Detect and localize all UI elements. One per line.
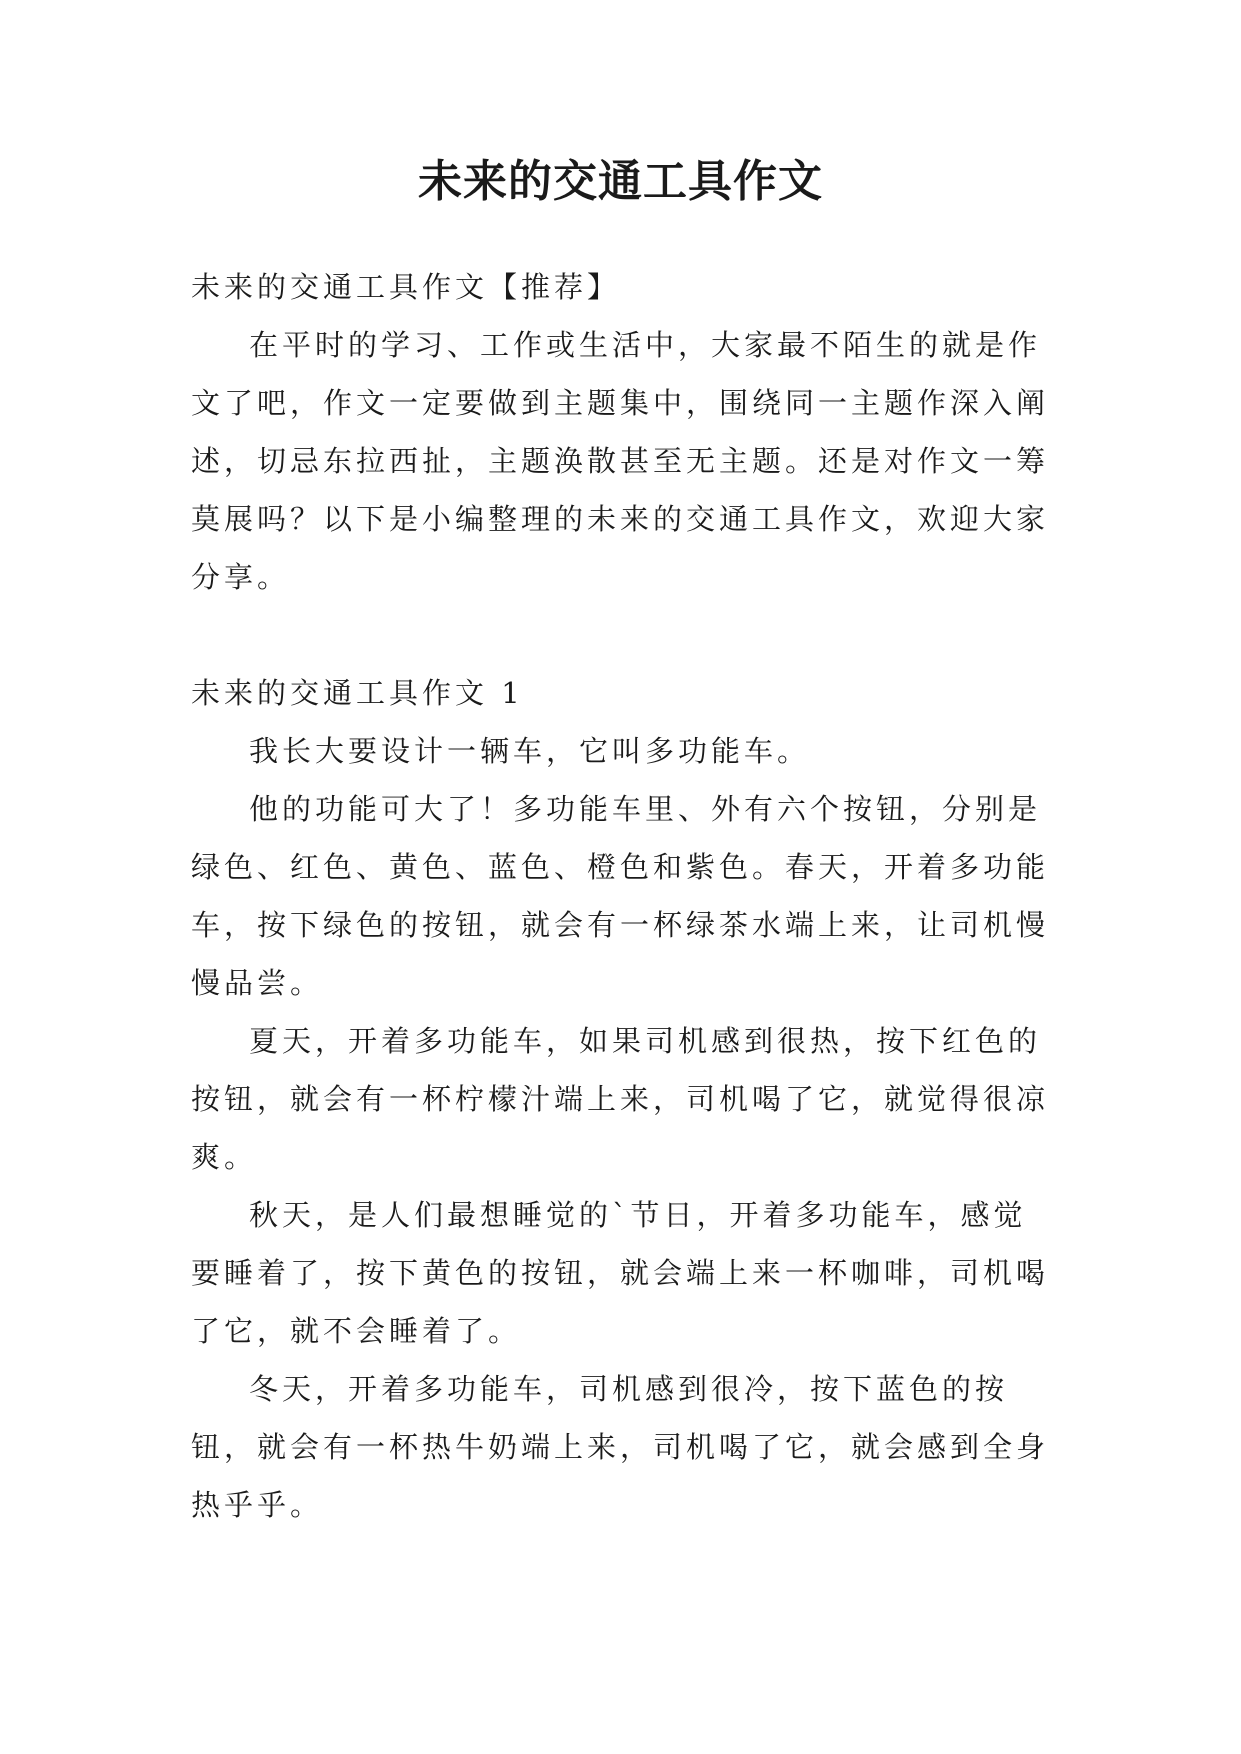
section-gap — [191, 606, 1054, 664]
intro-paragraph: 在平时的学习、工作或生活中，大家最不陌生的就是作文了吧，作文一定要做到主题集中，围绕同一主题作深入阐述，切忌东拉西扯，主题涣散甚至无主题。还是对作文一筹莫展吗？以下是小编整理的未来的交通工具作文，欢迎大家分享。 — [191, 328, 1050, 594]
section-heading: 未来的交通工具作文 1 — [191, 676, 524, 710]
document-body — [191, 258, 1054, 1534]
body-paragraph: 夏天，开着多功能车，如果司机感到很热，按下红色的按钮，就会有一杯柠檬汁端上来，司机喝了它，就觉得很凉爽。 — [191, 1024, 1050, 1174]
body-paragraph: 冬天，开着多功能车，司机感到很冷，按下蓝色的按钮，就会有一杯热牛奶端上来，司机喝了它，就会感到全身热乎乎。 — [191, 1372, 1050, 1522]
body-paragraph: 他的功能可大了！多功能车里、外有六个按钮，分别是绿色、红色、黄色、蓝色、橙色和紫色。春天，开着多功能车，按下绿色的按钮，就会有一杯绿茶水端上来，让司机慢慢品尝。 — [191, 792, 1050, 1000]
body-paragraph: 秋天，是人们最想睡觉的`节日，开着多功能车，感觉要睡着了，按下黄色的按钮，就会端上来一杯咖啡，司机喝了它，就不会睡着了。 — [191, 1198, 1050, 1348]
body-paragraph: 我长大要设计一辆车，它叫多功能车。 — [249, 734, 811, 768]
page-title: 未来的交通工具作文 — [418, 156, 823, 207]
intro-heading: 未来的交通工具作文【推荐】 — [191, 270, 621, 304]
